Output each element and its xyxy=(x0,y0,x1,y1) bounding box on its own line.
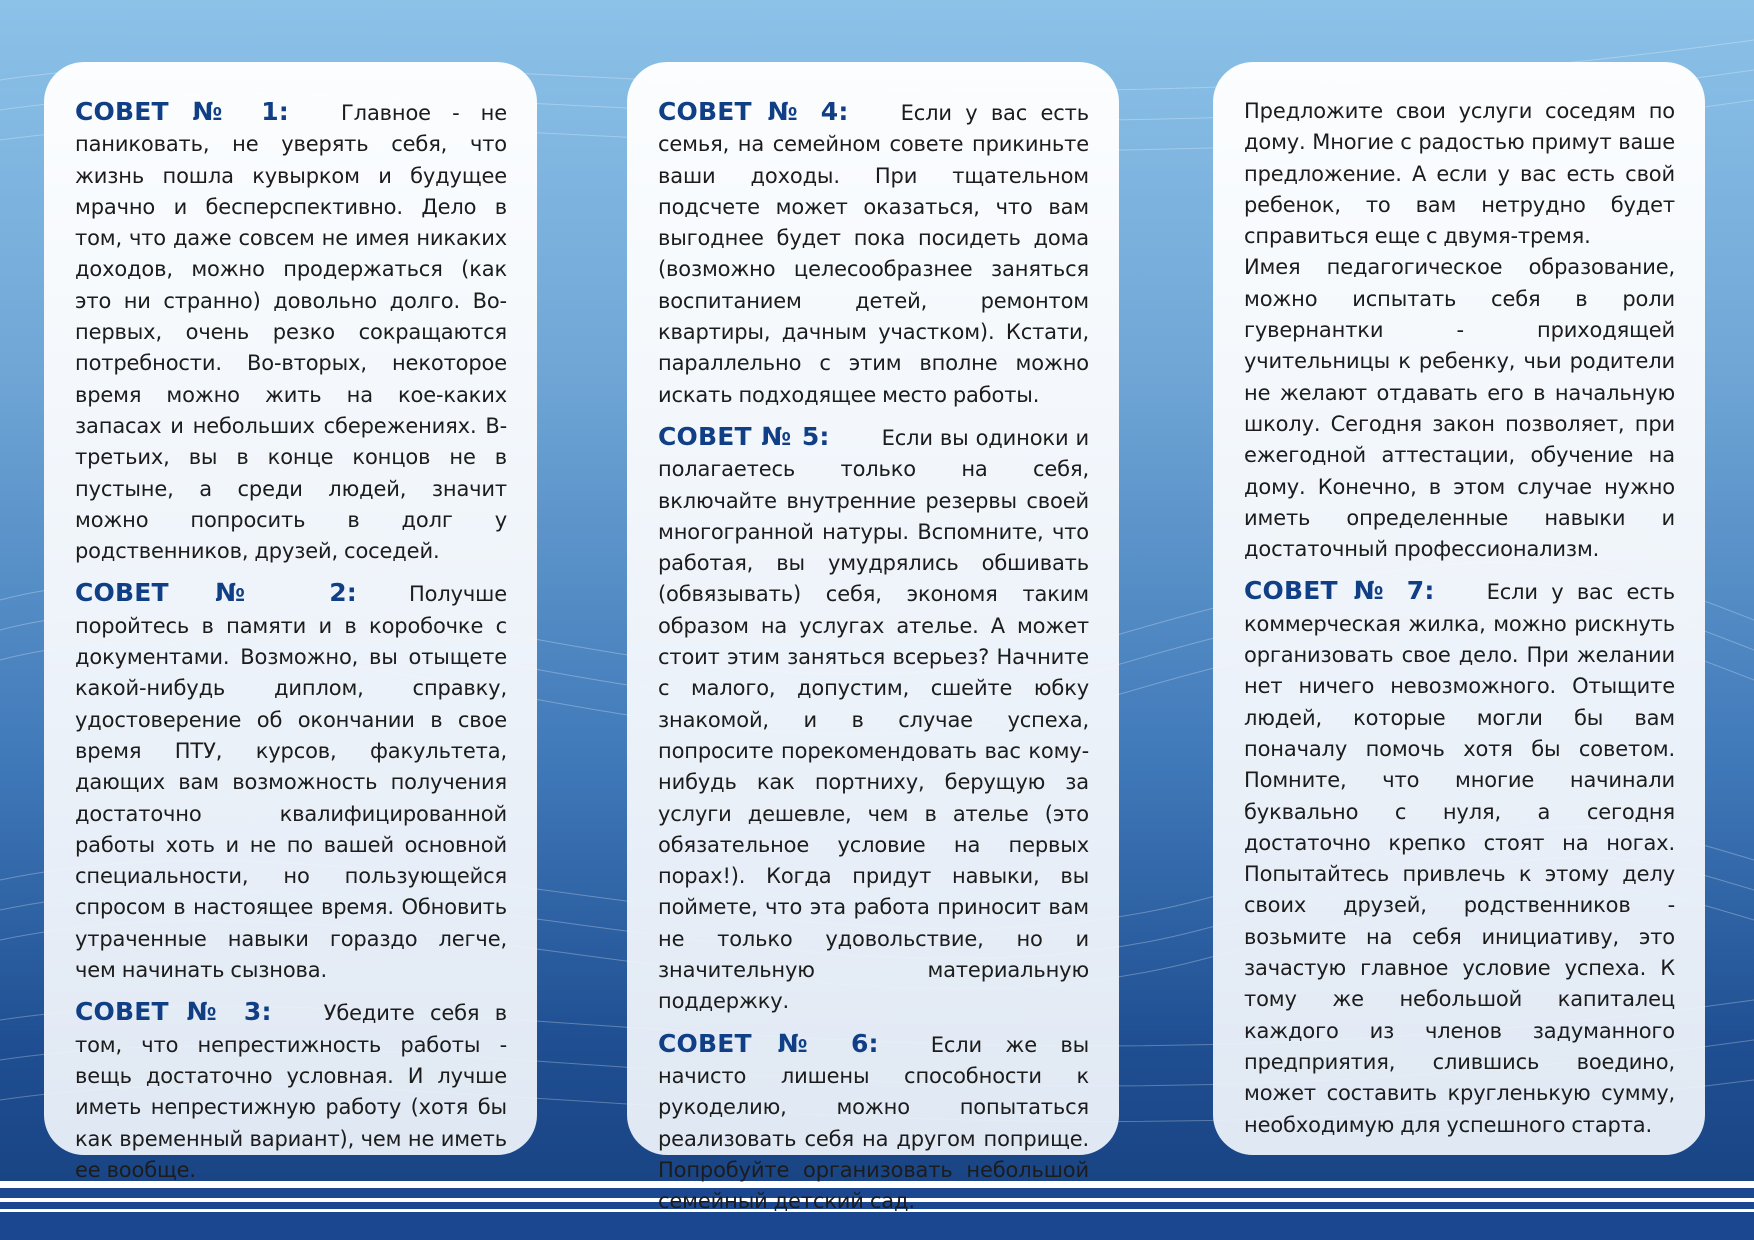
tip-continuation xyxy=(1244,252,1675,565)
tip-text: Получше поройтесь в памяти и в коробочке с документами. Возможно, вы отыщете какой-нибудь диплом, справку, удостоверение об окончании в свое время ПТУ, курсов, факультета, дающих вам возможность получения достаточно квалифицированной работы хоть и не по вашей основной специальности, но пользующейся спросом в настоящее время. Обновить утраченные навыки гораздо легче, чем начинать сызнова. xyxy=(75,582,507,983)
tip-paragraph xyxy=(658,421,1089,1018)
tip-block-3 xyxy=(75,996,507,1186)
tip-heading: СОВЕТ № 4: xyxy=(658,97,849,126)
tip-continuation xyxy=(1244,96,1675,252)
tip-heading: СОВЕТ № 6: xyxy=(658,1028,879,1058)
tip-paragraph xyxy=(658,96,1089,411)
tip-paragraph xyxy=(75,96,507,567)
tip-text: Если же вы начисто лишены способности к рукоделию, можно попытаться реализовать себя на другом поприще. Попробуйте организовать небольшой семейный детский сад. xyxy=(658,1032,1089,1214)
tips-column-2 xyxy=(627,62,1119,1214)
tip-paragraph xyxy=(1244,96,1675,252)
tip-text: Если вы одиноки и полагаетесь только на себя, включайте внутренние резервы своей многогранной натуры. Вспомните, что работая, вы умудрялись обшивать (обвязывать) себя, экономя таким образом на услугах ателье. А может стоит этим заняться всерьез? Начните с малого, допустим, сшейте юбку знакомой, и в случае успеха, попросите порекомендовать вас кому-нибудь как портниху, берущую за услуги дешевле, чем в ателье (это обязательное условие на первых порах!). Когда придут навыки, вы поймете, что эта работа приносит вам не только удовольствие, но и значительную материальную поддержку. xyxy=(658,425,1089,1014)
tip-block-4 xyxy=(658,96,1089,411)
tip-text: Если у вас есть коммерческая жилка, можно рискнуть организовать свое дело. При желании нет ничего невозможного. Отыщите людей, которые могли бы вам поначалу помочь хотя бы советом. Помните, что многие начинали буквально с нуля, а сегодня достаточно крепко стоят на ногах. Попытайтесь привлечь к этому делу своих друзей, родственников - возьмите на себя инициативу, это зачастую главное условие успеха. К тому же небольшой капиталец каждого из членов задуманного предприятия, слившись воедино, может составить кругленькую сумму, необходимую для успешного старта. xyxy=(1244,580,1675,1137)
tip-heading: СОВЕТ № 1: xyxy=(75,97,290,126)
tip-paragraph xyxy=(75,996,507,1186)
tip-text: Убедите себя в том, что непрестижность работы - вещь достаточно условная. И лучше иметь непрестижную работу (хотя бы как временный вариант), чем не иметь ее вообще. xyxy=(75,1001,507,1182)
tip-block-6 xyxy=(658,1028,1089,1218)
tip-heading: СОВЕТ № 3: xyxy=(75,997,272,1027)
tip-text: Если у вас есть семья, на семейном совете прикиньте ваши доходы. При тщательном подсчете может оказаться, что вам выгоднее будет пока посидеть дома (возможно целесообразнее заняться воспитанием детей, ремонтом квартиры, дачным участком). Кстати, параллельно с этим вполне можно искать подходящее место работы. xyxy=(658,101,1089,407)
tip-paragraph xyxy=(75,577,507,986)
tip-text: Предложите свои услуги соседям по дому. Многие с радостью примут ваше предложение. А если у вас есть свой ребенок, то вам нетрудно будет справиться еще с двумя-тремя. xyxy=(1244,99,1675,249)
tip-text: Имея педагогическое образование, можно испытать себя в роли гувернантки - приходящей учительницы к ребенку, чьи родители не желают отдавать его в начальную школу. Сегодня закон позволяет, при ежегодной аттестации, обучение на дому. Конечно, в этом случае нужно иметь определенные навыки и достаточный профессионализм. xyxy=(1244,255,1675,562)
tip-block-5 xyxy=(658,421,1089,1018)
tip-heading: СОВЕТ № 2: xyxy=(75,578,358,608)
tips-column-3 xyxy=(1213,62,1705,1155)
tip-heading: СОВЕТ № 7: xyxy=(1244,576,1435,606)
tip-heading: СОВЕТ № 5: xyxy=(658,421,830,451)
tip-paragraph xyxy=(1244,252,1675,565)
tip-block-2 xyxy=(75,577,507,986)
tip-block-7 xyxy=(1244,575,1675,1140)
tip-paragraph xyxy=(658,1028,1089,1218)
tips-column-1 xyxy=(44,62,537,1182)
tip-text: Главное - не паниковать, не уверять себя, что жизнь пошла кувырком и будущее мрачно и бесперспективно. Дело в том, что даже совсем не имея никаких доходов, можно продержаться (как это ни странно) довольно долго. Во-первых, очень резко сокращаются потребности. Во-вторых, некоторое время можно жить на кое-каких запасах и небольших сбережениях. В-третьих, вы в конце концов не в пустыне, а среди людей, значит можно попросить в долг у родственников, друзей, соседей. xyxy=(75,101,507,564)
tip-paragraph xyxy=(1244,575,1675,1140)
tip-block-1 xyxy=(75,96,507,567)
